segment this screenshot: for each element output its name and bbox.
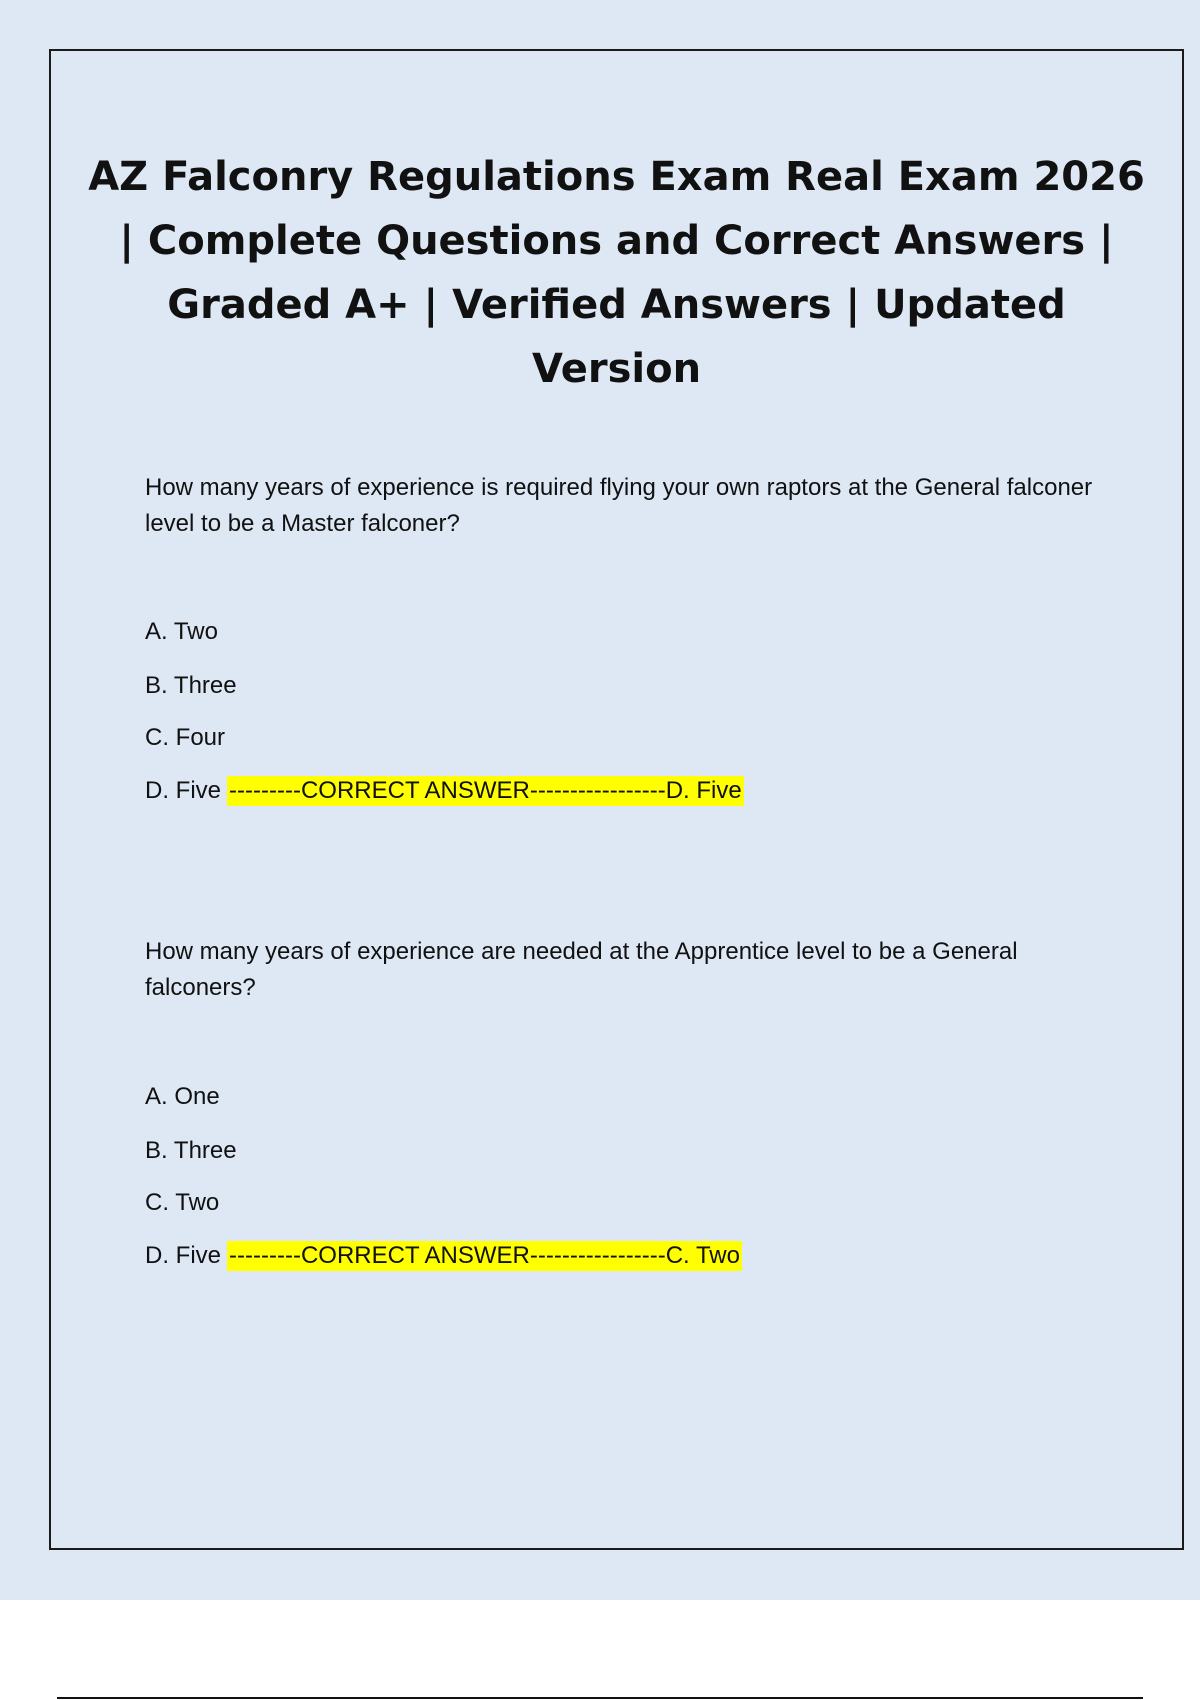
question-1-correct-answer: ---------CORRECT ANSWER-----------------D. Five [229, 777, 742, 804]
question-1-option-c: C. Four [145, 724, 226, 751]
question-1-text: How many years of experience is required flying your own raptors at the General falconer level to be a Master falconer? [145, 474, 1093, 537]
question-2-correct-answer: ---------CORRECT ANSWER-----------------C. Two [229, 1242, 740, 1269]
question-1-option-d [145, 775, 744, 807]
question-1-option-d-label: D. Five [145, 777, 222, 804]
question-1-option-a: A. Two [145, 618, 218, 645]
question-2-text: How many years of experience are needed at the Apprentice level to be a General falconers? [145, 938, 1018, 1001]
question-2-option-d-label: D. Five [145, 1242, 222, 1269]
question-2-option-d [145, 1240, 742, 1272]
question-2-option-c: C. Two [145, 1189, 220, 1216]
question-2-option-a: A. One [145, 1083, 220, 1110]
question-1-option-b: B. Three [145, 672, 237, 699]
document-title: AZ Falconry Regulations Exam Real Exam 2026 | Complete Questions and Correct Answers | Graded A+ | Verified Answers | Updated Version [88, 154, 1145, 392]
footer-divider [57, 1697, 1143, 1699]
question-2-option-b: B. Three [145, 1137, 237, 1164]
